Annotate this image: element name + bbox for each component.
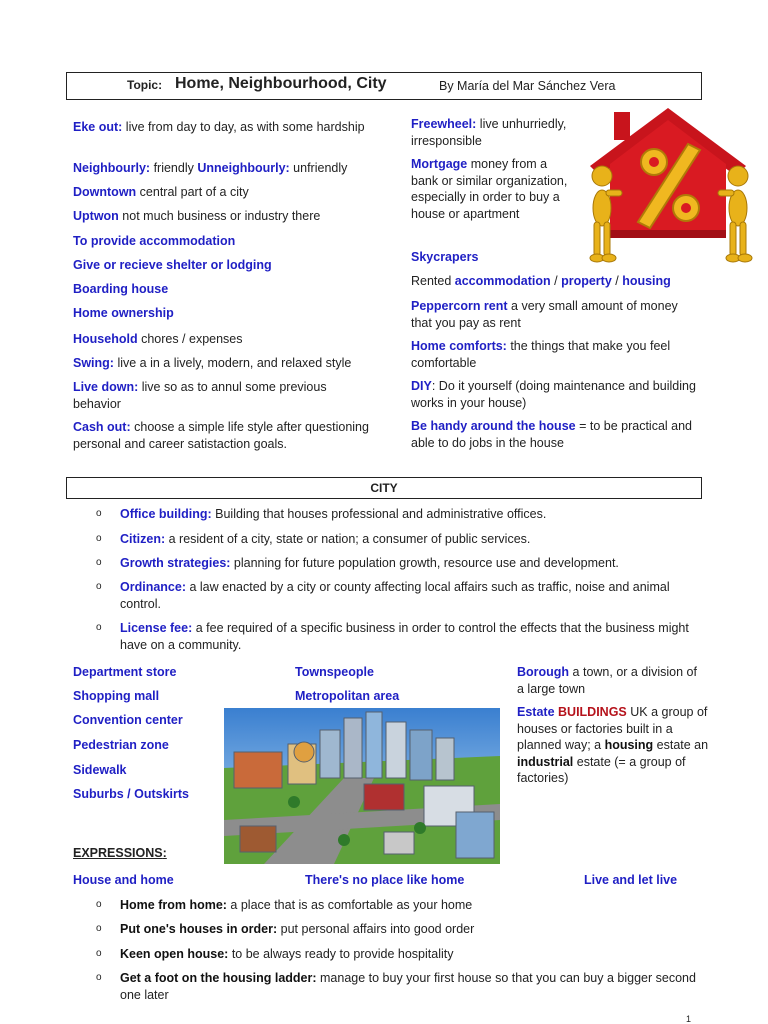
topic-label: Topic: xyxy=(127,78,163,92)
entry-eke-out: Eke out: live from day to day, as with some hardship xyxy=(73,120,365,134)
expression-house-and-home: House and home xyxy=(73,873,174,887)
entry-freewheel: Freewheel: live unhurriedly, irresponsible xyxy=(411,117,567,148)
entry-rented: Rented accommodation / property / housing xyxy=(411,274,671,288)
circle-bullet-icon: o xyxy=(96,533,102,544)
entry-cash-out: Cash out: choose a simple life style after questioning personal and career satistaction goals. xyxy=(73,420,369,451)
entry-home-ownership: Home ownership xyxy=(73,306,174,320)
circle-bullet-icon: o xyxy=(96,557,102,568)
expression-no-place: There's no place like home xyxy=(305,873,465,887)
list-item: o Get a foot on the housing ladder: manage to buy your first house so that you can buy a bigger second one later xyxy=(96,971,696,1002)
entry-downtown: Downtown central part of a city xyxy=(73,185,249,199)
list-item: o License fee: a fee required of a specific business in order to control the effects that the business might have on a community. xyxy=(96,621,689,652)
entry-household: Household chores / expenses xyxy=(73,332,243,346)
circle-bullet-icon: o xyxy=(96,508,102,519)
term-metropolitan: Metropolitan area xyxy=(295,689,400,703)
entry-borough: Borough a town, or a division of a large town xyxy=(517,665,697,696)
term-sidewalk: Sidewalk xyxy=(73,763,127,777)
circle-bullet-icon: o xyxy=(96,972,102,983)
city-illustration xyxy=(224,708,500,864)
list-item: o Ordinance: a law enacted by a city or county affecting local affairs such as traffic, noise and animal control. xyxy=(96,580,670,611)
entry-provide-accommodation: To provide accommodation xyxy=(73,234,236,248)
term-shopping-mall: Shopping mall xyxy=(73,689,160,703)
entry-shelter: Give or recieve shelter or lodging xyxy=(73,258,272,272)
circle-bullet-icon: o xyxy=(96,948,102,959)
entry-estate: Estate BUILDINGS UK a group of houses or factories built in a planned way; a housing estate an industrial estate (= a group of factories) xyxy=(517,705,709,785)
term-suburbs: Suburbs / Outskirts xyxy=(73,787,189,801)
percent-house-icon xyxy=(588,104,754,272)
list-item: o Put one's houses in order: put personal affairs into good order xyxy=(96,922,475,936)
circle-bullet-icon: o xyxy=(96,899,102,910)
entry-handy: Be handy around the house = to be practical and able to do jobs in the house xyxy=(411,419,693,450)
list-item: o Growth strategies: planning for future population growth, resource use and development. xyxy=(96,556,619,570)
entry-neighbourly: Neighbourly: friendly Unneighbourly: unfriendly xyxy=(73,161,348,175)
list-item: o Citizen: a resident of a city, state or nation; a consumer of public services. xyxy=(96,532,531,546)
expression-live-and-let-live: Live and let live xyxy=(584,873,678,887)
entry-mortgage: Mortgage money from a bank or similar organization, especially in order to buy a house or apartment xyxy=(411,157,568,221)
circle-bullet-icon: o xyxy=(96,581,102,592)
entry-swing: Swing: live a in a lively, modern, and relaxed style xyxy=(73,356,352,370)
entry-uptwon: Uptwon not much business or industry there xyxy=(73,209,321,223)
term-convention-center: Convention center xyxy=(73,713,183,727)
term-department-store: Department store xyxy=(73,665,177,679)
author: By María del Mar Sánchez Vera xyxy=(439,79,616,93)
entry-peppercorn: Peppercorn rent a very small amount of money that you pay as rent xyxy=(411,299,678,330)
title-box xyxy=(66,72,702,100)
entry-live-down: Live down: live so as to annul some previous behavior xyxy=(73,380,327,411)
page-number: 1 xyxy=(686,1014,692,1024)
list-item: o Keen open house: to be always ready to provide hospitality xyxy=(96,947,454,961)
page-title: Home, Neighbourhood, City xyxy=(175,75,387,92)
entry-skycrapers: Skycrapers xyxy=(411,250,479,264)
list-item: o Home from home: a place that is as comfortable as your home xyxy=(96,898,473,912)
term-townspeople: Townspeople xyxy=(295,665,374,679)
circle-bullet-icon: o xyxy=(96,923,102,934)
expressions-heading: EXPRESSIONS: xyxy=(73,846,167,860)
entry-diy: DIY: Do it yourself (doing maintenance and building works in your house) xyxy=(411,379,696,410)
entry-home-comforts: Home comforts: the things that make you feel comfortable xyxy=(411,339,671,370)
list-item: o Office building: Building that houses professional and administrative offices. xyxy=(96,507,547,521)
term-pedestrian-zone: Pedestrian zone xyxy=(73,738,169,752)
circle-bullet-icon: o xyxy=(96,622,102,633)
city-heading: CITY xyxy=(66,477,702,499)
entry-boarding-house: Boarding house xyxy=(73,282,169,296)
